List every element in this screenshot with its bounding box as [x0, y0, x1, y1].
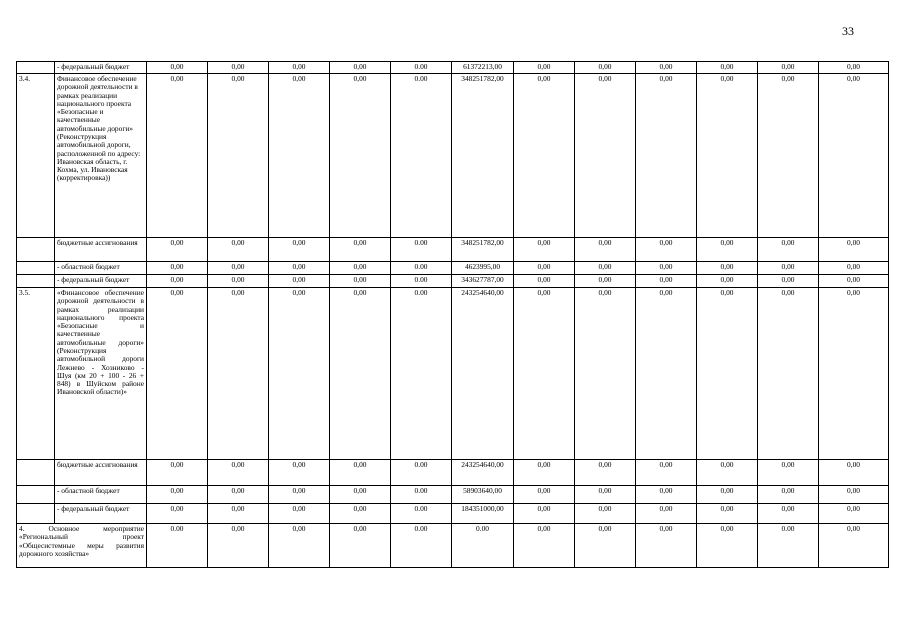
value-cell: 343627787,00 [452, 275, 514, 288]
value-cell: 0,00 [758, 275, 819, 288]
value-cell: 0,00 [514, 74, 575, 238]
value-cell: 0.00 [391, 262, 452, 275]
value-cell: 0,00 [697, 504, 758, 524]
value-cell: 0,00 [819, 74, 889, 238]
value-cell: 0,00 [269, 524, 330, 568]
value-cell: 0.00 [391, 238, 452, 262]
value-cell: 0.00 [391, 288, 452, 460]
value-cell: 0,00 [575, 238, 636, 262]
value-cell: 0,00 [330, 288, 391, 460]
value-cell: 0,00 [697, 460, 758, 486]
row-number-cell [17, 262, 55, 275]
value-cell: 0,00 [636, 460, 697, 486]
page-number: 33 [842, 24, 854, 38]
row-description-cell: - федеральный бюджет [55, 275, 147, 288]
value-cell: 0,00 [758, 504, 819, 524]
value-cell: 0,00 [147, 62, 208, 74]
value-cell: 0,00 [514, 486, 575, 504]
value-cell: 0,00 [697, 524, 758, 568]
value-cell: 0,00 [575, 524, 636, 568]
value-cell: 0,00 [575, 62, 636, 74]
value-cell: 0,00 [147, 460, 208, 486]
value-cell: 0,00 [636, 486, 697, 504]
value-cell: 0,00 [758, 486, 819, 504]
table-row [17, 62, 889, 74]
value-cell: 243254640,00 [452, 288, 514, 460]
value-cell: 0,00 [330, 524, 391, 568]
value-cell: 348251782,00 [452, 74, 514, 238]
value-cell: 0,00 [208, 62, 269, 74]
row-description-cell: бюджетные ассигнования [55, 238, 147, 262]
value-cell: 0.00 [391, 62, 452, 74]
value-cell: 0,00 [697, 275, 758, 288]
value-cell: 0,00 [208, 238, 269, 262]
value-cell: 0,00 [575, 275, 636, 288]
value-cell: 0,00 [208, 504, 269, 524]
value-cell: 0,00 [758, 238, 819, 262]
value-cell: 0,00 [147, 486, 208, 504]
value-cell: 0,00 [269, 262, 330, 275]
value-cell: 0,00 [575, 74, 636, 238]
value-cell: 0,00 [269, 288, 330, 460]
value-cell: 0.00 [391, 486, 452, 504]
value-cell: 0,00 [330, 74, 391, 238]
row-description-cell: бюджетные ассигнования [55, 460, 147, 486]
value-cell: 0,00 [147, 238, 208, 262]
value-cell: 0,00 [819, 262, 889, 275]
value-cell: 0,00 [636, 74, 697, 238]
value-cell: 0.00 [391, 504, 452, 524]
value-cell: 0,00 [819, 486, 889, 504]
value-cell: 0,00 [330, 238, 391, 262]
value-cell: 0,00 [575, 288, 636, 460]
table-row [17, 262, 889, 275]
value-cell: 0,00 [575, 486, 636, 504]
value-cell: 243254640,00 [452, 460, 514, 486]
value-cell: 0,00 [758, 288, 819, 460]
value-cell: 0,00 [697, 288, 758, 460]
row-number-cell [17, 62, 55, 74]
value-cell: 0,00 [269, 504, 330, 524]
table-row [17, 486, 889, 504]
value-cell: 0,00 [636, 275, 697, 288]
value-cell: 0,00 [269, 460, 330, 486]
value-cell: 0,00 [514, 238, 575, 262]
value-cell: 0,00 [514, 288, 575, 460]
value-cell: 0,00 [636, 238, 697, 262]
value-cell: 0,00 [819, 288, 889, 460]
value-cell: 0,00 [514, 275, 575, 288]
row-number-cell: 3.5. [17, 288, 55, 460]
value-cell: 0.00 [391, 524, 452, 568]
table-row [17, 460, 889, 486]
row-description-cell: «Финансовое обеспечение дорожной деятельности в рамках реализации национального проекта «Безопасные и качественные автомобильные дороги» (Реконструкция автомобильной дороги Лежнево - Хозниково - Шуя (км 20 + 100 - 26 + 848) в Шуйском районе Ивановской области)» [55, 288, 147, 460]
value-cell: 0,00 [269, 74, 330, 238]
value-cell: 0,00 [819, 524, 889, 568]
value-cell: 0,00 [575, 460, 636, 486]
value-cell: 0,00 [758, 460, 819, 486]
value-cell: 0.00 [391, 275, 452, 288]
value-cell: 0,00 [636, 288, 697, 460]
value-cell: 0,00 [208, 460, 269, 486]
row-description-cell: - областной бюджет [55, 486, 147, 504]
value-cell: 0.00 [452, 524, 514, 568]
value-cell: 0,00 [269, 275, 330, 288]
section-4-label-cell: 4. Основное мероприятие «Региональный проект «Общесистемные меры развития дорожного хозяйства» [17, 524, 147, 568]
value-cell: 0,00 [514, 460, 575, 486]
value-cell: 0,00 [147, 275, 208, 288]
value-cell: 0,00 [819, 460, 889, 486]
table-row [17, 74, 889, 238]
row-description-cell: Финансовое обеспечение дорожной деятельности в рамках реализации национального проекта «Безопасные и качественные автомобильные дороги» (Реконструкция автомобильной дороги, расположенной по адресу: Ивановская область, г. Кохма, ул. Ивановская (корректировка)) [55, 74, 147, 238]
value-cell: 61372213,00 [452, 62, 514, 74]
value-cell: 0.00 [391, 460, 452, 486]
row-number-cell [17, 275, 55, 288]
value-cell: 0,00 [758, 74, 819, 238]
value-cell: 0,00 [330, 504, 391, 524]
value-cell: 0,00 [636, 504, 697, 524]
row-number-cell [17, 486, 55, 504]
value-cell: 0,00 [514, 504, 575, 524]
value-cell: 0,00 [208, 486, 269, 504]
budget-table [16, 61, 889, 568]
value-cell: 4623995,00 [452, 262, 514, 275]
row-number-cell [17, 460, 55, 486]
table-row [17, 288, 889, 460]
value-cell: 0,00 [269, 62, 330, 74]
row-description-cell: - федеральный бюджет [55, 504, 147, 524]
value-cell: 0,00 [208, 524, 269, 568]
table-row [17, 504, 889, 524]
table-row [17, 238, 889, 262]
value-cell: 0,00 [575, 504, 636, 524]
value-cell: 0,00 [819, 504, 889, 524]
value-cell: 0,00 [208, 74, 269, 238]
value-cell: 0,00 [514, 524, 575, 568]
value-cell: 0,00 [819, 275, 889, 288]
table-row [17, 275, 889, 288]
value-cell: 0,00 [697, 74, 758, 238]
value-cell: 0,00 [330, 486, 391, 504]
value-cell: 0,00 [636, 62, 697, 74]
value-cell: 58903640,00 [452, 486, 514, 504]
value-cell: 0,00 [697, 238, 758, 262]
value-cell: 0,00 [147, 504, 208, 524]
row-description-cell: - федеральный бюджет [55, 62, 147, 74]
value-cell: 0,00 [636, 262, 697, 275]
value-cell: 0,00 [147, 288, 208, 460]
value-cell: 0,00 [330, 62, 391, 74]
value-cell: 0,00 [697, 62, 758, 74]
value-cell: 0,00 [330, 460, 391, 486]
row-number-cell [17, 238, 55, 262]
value-cell: 0,00 [758, 62, 819, 74]
value-cell: 184351000,00 [452, 504, 514, 524]
value-cell: 0,00 [208, 262, 269, 275]
value-cell: 0,00 [208, 275, 269, 288]
value-cell: 0,00 [819, 238, 889, 262]
value-cell: 0,00 [514, 62, 575, 74]
row-number-cell [17, 504, 55, 524]
table-row [17, 524, 889, 568]
row-description-cell: - областной бюджет [55, 262, 147, 275]
value-cell: 0,00 [147, 262, 208, 275]
value-cell: 0,00 [819, 62, 889, 74]
value-cell: 0,00 [636, 524, 697, 568]
value-cell: 0,00 [208, 288, 269, 460]
value-cell: 0.00 [391, 74, 452, 238]
value-cell: 0.00 [147, 524, 208, 568]
value-cell: 0,00 [514, 262, 575, 275]
value-cell: 0,00 [758, 262, 819, 275]
value-cell: 0,00 [697, 262, 758, 275]
value-cell: 0,00 [330, 275, 391, 288]
value-cell: 0,00 [269, 238, 330, 262]
value-cell: 348251782,00 [452, 238, 514, 262]
value-cell: 0,00 [269, 486, 330, 504]
value-cell: 0,00 [147, 74, 208, 238]
value-cell: 0,00 [697, 486, 758, 504]
value-cell: 0,00 [575, 262, 636, 275]
value-cell: 0.00 [758, 524, 819, 568]
value-cell: 0,00 [330, 262, 391, 275]
row-number-cell: 3.4. [17, 74, 55, 238]
